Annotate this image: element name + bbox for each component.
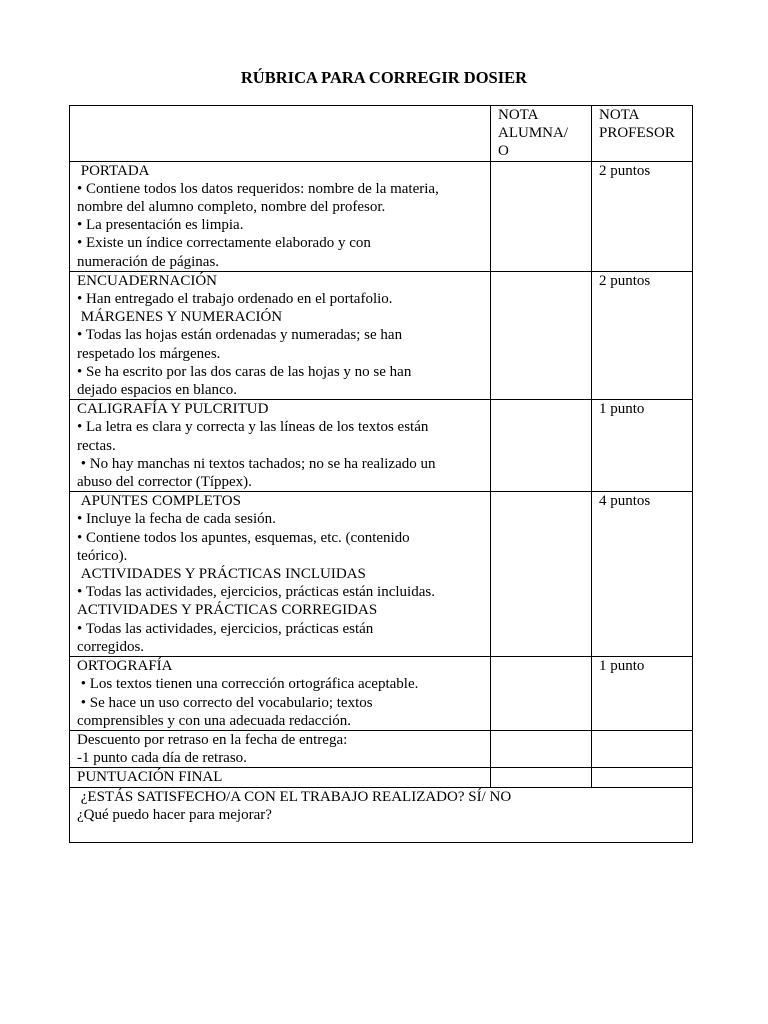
- criteria-line: • Todas las actividades, ejercicios, prácticas están: [77, 620, 374, 637]
- reflection-question: ¿Qué puedo hacer para mejorar?: [77, 806, 272, 823]
- rubric-table: [69, 105, 693, 843]
- student-grade-cell[interactable]: [491, 271, 592, 399]
- teacher-grade-cell: [592, 271, 693, 399]
- criteria-cell: [70, 400, 491, 492]
- criteria-line: comprensibles y con una adecuada redacción.: [77, 712, 352, 729]
- criteria-line: dejado espacios en blanco.: [77, 382, 237, 399]
- points-value: 4 puntos: [599, 493, 651, 510]
- criteria-line: respetado los márgenes.: [77, 345, 221, 362]
- header-line: O: [498, 143, 509, 160]
- criteria-line: rectas.: [77, 437, 116, 454]
- criteria-line: • Todas las hojas están ordenadas y numeradas; se han: [77, 327, 403, 344]
- student-grade-cell[interactable]: [491, 730, 592, 767]
- student-grade-cell[interactable]: [491, 492, 592, 657]
- header-line: ALUMNA/: [498, 125, 568, 142]
- criteria-line: ENCUADERNACIÓN: [77, 272, 217, 289]
- rubric-row-descuento: [70, 730, 693, 767]
- rubric-row-encuadernacion: [70, 271, 693, 399]
- criteria-cell: [70, 657, 491, 731]
- page-title: RÚBRICA PARA CORREGIR DOSIER: [240, 68, 528, 87]
- rubric-row-portada: [70, 161, 693, 271]
- criteria-cell: [70, 730, 491, 767]
- criteria-line: nombre del alumno completo, nombre del profesor.: [77, 199, 386, 216]
- teacher-grade-header: [592, 106, 693, 162]
- criteria-line: APUNTES COMPLETOS: [77, 493, 241, 510]
- criteria-cell: [70, 271, 491, 399]
- criteria-line: Descuento por retraso en la fecha de entrega:: [77, 731, 348, 748]
- criteria-line: • Se ha escrito por las dos caras de las hojas y no se han: [77, 363, 412, 380]
- points-value: 2 puntos: [599, 272, 651, 289]
- criteria-line: • Los textos tienen una corrección ortográfica aceptable.: [77, 676, 419, 693]
- rubric-row-ortografia: [70, 657, 693, 731]
- criteria-line: abuso del corrector (Típpex).: [77, 474, 252, 491]
- criteria-line: teórico).: [77, 547, 128, 564]
- teacher-grade-cell: [592, 161, 693, 271]
- criteria-line: • La letra es clara y correcta y las líneas de los textos están: [77, 419, 429, 436]
- criteria-cell: [70, 768, 491, 787]
- header-row: [70, 106, 693, 162]
- student-grade-cell[interactable]: [491, 657, 592, 731]
- criteria-line: • Contiene todos los datos requeridos: nombre de la materia,: [77, 180, 439, 197]
- criteria-cell: [70, 161, 491, 271]
- teacher-grade-cell: [592, 492, 693, 657]
- teacher-grade-cell[interactable]: [592, 730, 693, 767]
- points-value: 1 punto: [599, 401, 645, 418]
- criteria-line: ORTOGRAFÍA: [77, 658, 173, 675]
- criteria-line: ACTIVIDADES Y PRÁCTICAS INCLUIDAS: [77, 566, 366, 583]
- criteria-line: corregidos.: [77, 638, 145, 655]
- criteria-line: numeración de páginas.: [77, 253, 220, 270]
- header-line: NOTA: [599, 107, 640, 123]
- criteria-line: ACTIVIDADES Y PRÁCTICAS CORREGIDAS: [77, 602, 378, 619]
- criteria-line: • No hay manchas ni textos tachados; no se ha realizado un: [77, 455, 436, 472]
- teacher-grade-cell[interactable]: [592, 768, 693, 787]
- criteria-line: • Existe un índice correctamente elaborado y con: [77, 235, 371, 252]
- final-score-label: PUNTUACIÓN FINAL: [77, 769, 223, 786]
- reflection-cell[interactable]: [70, 787, 693, 842]
- rubric-row-reflexion: [70, 787, 693, 842]
- rubric-row-final: [70, 768, 693, 787]
- student-grade-cell[interactable]: [491, 161, 592, 271]
- criteria-line: • Se hace un uso correcto del vocabulario; textos: [77, 694, 373, 711]
- rubric-row-caligrafia: [70, 400, 693, 492]
- rubric-row-apuntes: [70, 492, 693, 657]
- reflection-question: ¿ESTÁS SATISFECHO/A CON EL TRABAJO REALIZADO? SÍ/ NO: [77, 788, 512, 805]
- criteria-cell: [70, 492, 491, 657]
- criteria-line: MÁRGENES Y NUMERACIÓN: [77, 309, 283, 326]
- criteria-header-cell: [70, 106, 491, 162]
- criteria-line: CALIGRAFÍA Y PULCRITUD: [77, 401, 269, 418]
- criteria-line: • Han entregado el trabajo ordenado en el portafolio.: [77, 291, 393, 308]
- header-line: PROFESOR: [599, 125, 675, 142]
- header-line: NOTA: [498, 107, 539, 123]
- student-grade-header: [491, 106, 592, 162]
- points-value: 1 punto: [599, 658, 645, 675]
- teacher-grade-cell: [592, 657, 693, 731]
- criteria-line: • Contiene todos los apuntes, esquemas, etc. (contenido: [77, 529, 410, 546]
- criteria-line: -1 punto cada día de retraso.: [77, 750, 247, 767]
- student-grade-cell[interactable]: [491, 400, 592, 492]
- criteria-line: • Todas las actividades, ejercicios, prácticas están incluidas.: [77, 584, 435, 601]
- criteria-line: PORTADA: [77, 162, 150, 179]
- criteria-line: • Incluye la fecha de cada sesión.: [77, 511, 276, 528]
- points-value: 2 puntos: [599, 162, 651, 179]
- criteria-line: • La presentación es limpia.: [77, 217, 244, 234]
- student-grade-cell[interactable]: [491, 768, 592, 787]
- teacher-grade-cell: [592, 400, 693, 492]
